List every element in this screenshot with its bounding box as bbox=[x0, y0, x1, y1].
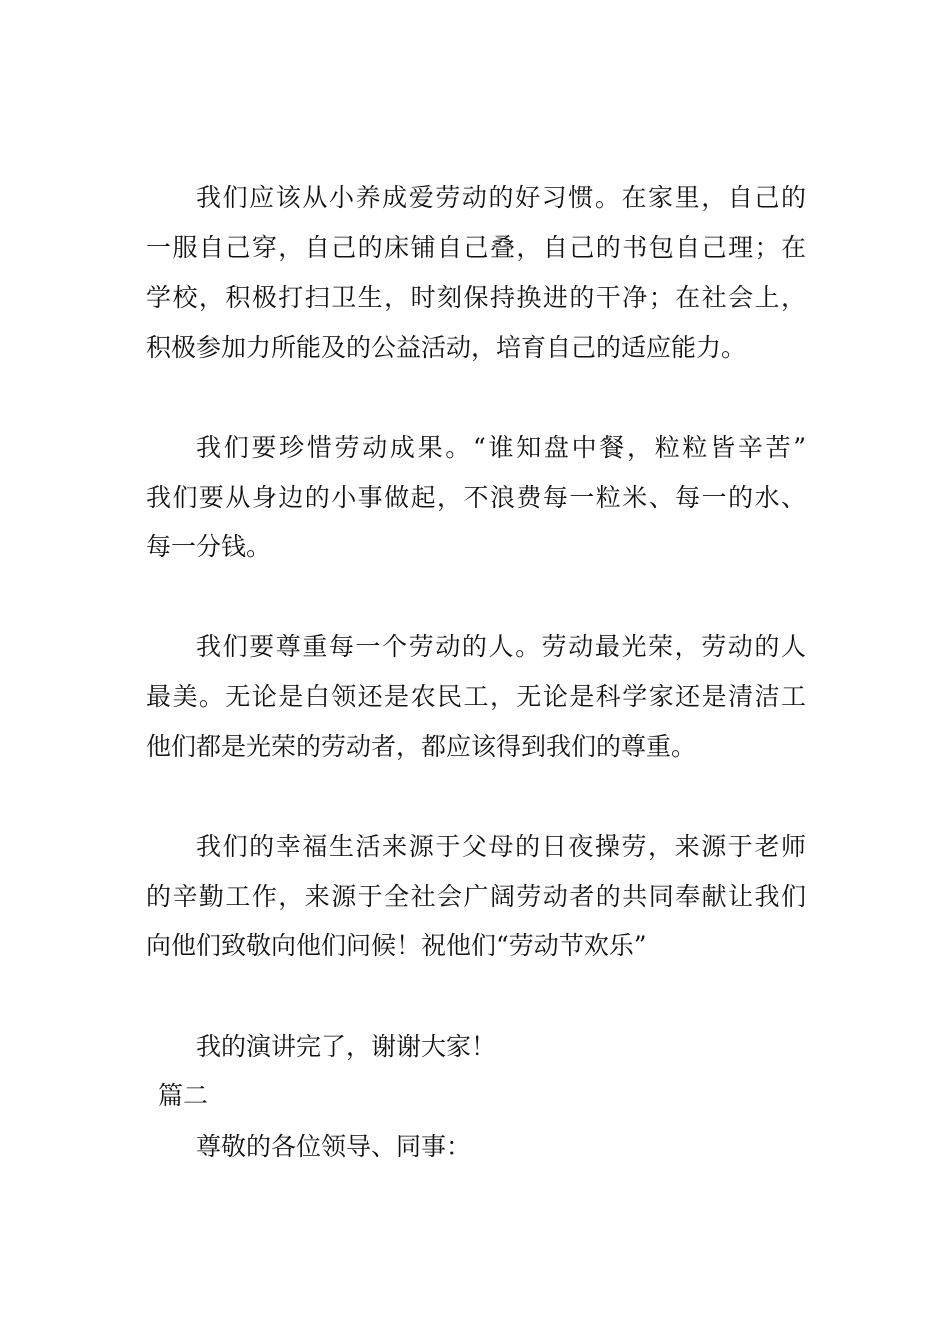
paragraph-1-line-1: 我们应该从小养成爱劳动的好习惯。在家里，自己的 bbox=[196, 183, 806, 212]
paragraph-1-line-3: 学校，积极打扫卫生，时刻保持换进的干净；在社会上， bbox=[146, 283, 806, 312]
paragraph-4-line-1: 我们的幸福生活来源于父母的日夜操劳，来源于老师 bbox=[196, 832, 806, 861]
paragraph-2-line-2: 我们要从身边的小事做起，不浪费每一粒米、每一的水、 bbox=[146, 483, 806, 512]
paragraph-3-line-2: 最美。无论是白领还是农民工，无论是科学家还是清洁工 bbox=[146, 682, 806, 711]
paragraph-4-line-3: 向他们致敬向他们问候！祝他们“劳动节欢乐” bbox=[146, 931, 647, 960]
paragraph-2-line-1: 我们要珍惜劳动成果。“谁知盘中餐，粒粒皆辛苦” bbox=[196, 433, 806, 462]
paragraph-3-line-3: 他们都是光荣的劳动者，都应该得到我们的尊重。 bbox=[146, 732, 697, 761]
section-heading: 篇二 bbox=[158, 1081, 209, 1110]
salutation-line: 尊敬的各位领导、同事： bbox=[196, 1132, 472, 1161]
closing-line: 我的演讲完了，谢谢大家！ bbox=[196, 1032, 497, 1061]
paragraph-3-line-1: 我们要尊重每一个劳动的人。劳动最光荣，劳动的人 bbox=[196, 632, 806, 661]
paragraph-2-line-3: 每一分钱。 bbox=[146, 532, 272, 561]
paragraph-1-line-4: 积极参加力所能及的公益活动，培育自己的适应能力。 bbox=[146, 333, 747, 362]
paragraph-1-line-2: 一服自己穿，自己的床铺自己叠，自己的书包自己理；在 bbox=[146, 233, 806, 262]
paragraph-4-line-2: 的辛勤工作，来源于全社会广阔劳动者的共同奉献让我们 bbox=[146, 882, 806, 911]
